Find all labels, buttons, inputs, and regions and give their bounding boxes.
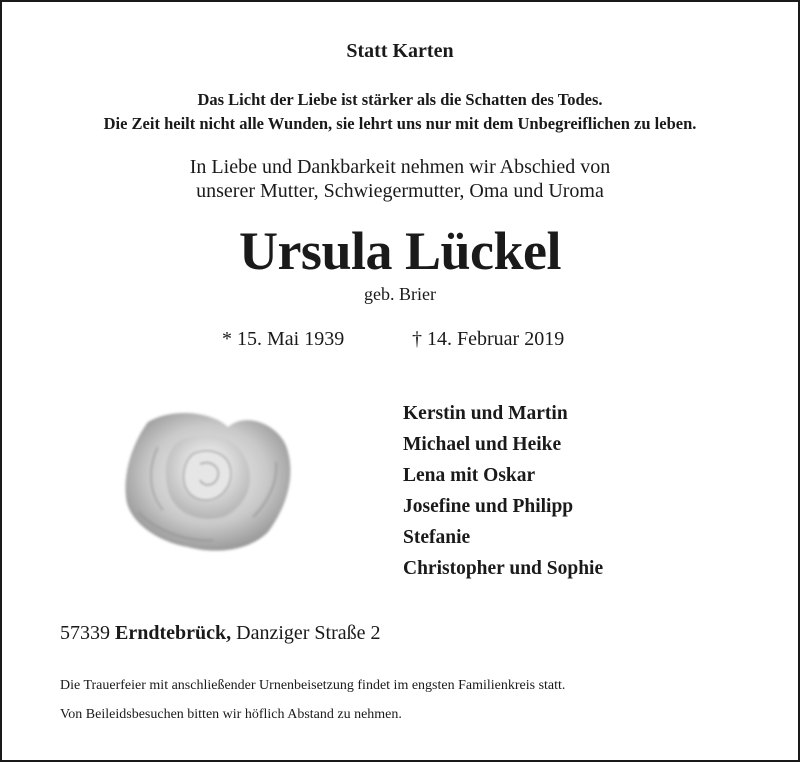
intro-line-2: unserer Mutter, Schwiegermutter, Oma und Uroma bbox=[196, 180, 604, 202]
family-list bbox=[403, 398, 603, 584]
death-date: † 14. Februar 2019 bbox=[412, 328, 565, 350]
quote-line-1: Das Licht der Liebe ist stärker als die Schatten des Todes. bbox=[197, 90, 603, 109]
family-member: Stefanie bbox=[403, 527, 471, 548]
maiden-name: geb. Brier bbox=[364, 284, 436, 304]
family-member: Josefine und Philipp bbox=[403, 496, 574, 517]
birth-date: * 15. Mai 1939 bbox=[222, 328, 345, 350]
deceased-name: Ursula Lückel bbox=[238, 221, 562, 281]
family-member: Kerstin und Martin bbox=[403, 403, 568, 424]
family-member: Michael und Heike bbox=[403, 434, 562, 455]
family-member: Christopher und Sophie bbox=[403, 558, 604, 579]
statt-karten-heading: Statt Karten bbox=[346, 40, 454, 62]
address-city: Erndtebrück, bbox=[115, 622, 232, 644]
address-postcode: 57339 bbox=[60, 622, 110, 644]
address bbox=[60, 622, 381, 645]
funeral-note: Die Trauerfeier mit anschließender Urnenbeisetzung findet im engsten Familienkreis statt. bbox=[60, 678, 566, 693]
intro-line-1: In Liebe und Dankbarkeit nehmen wir Abschied von bbox=[189, 156, 611, 178]
condolence-note: Von Beileidsbesuchen bitten wir höflich Abstand zu nehmen. bbox=[60, 707, 402, 722]
rose-icon bbox=[118, 402, 298, 562]
family-member: Lena mit Oskar bbox=[403, 465, 536, 486]
quote-line-2: Die Zeit heilt nicht alle Wunden, sie lehrt uns nur mit dem Unbegreiflichen zu leben. bbox=[103, 114, 697, 133]
address-street: Danziger Straße 2 bbox=[236, 622, 381, 644]
